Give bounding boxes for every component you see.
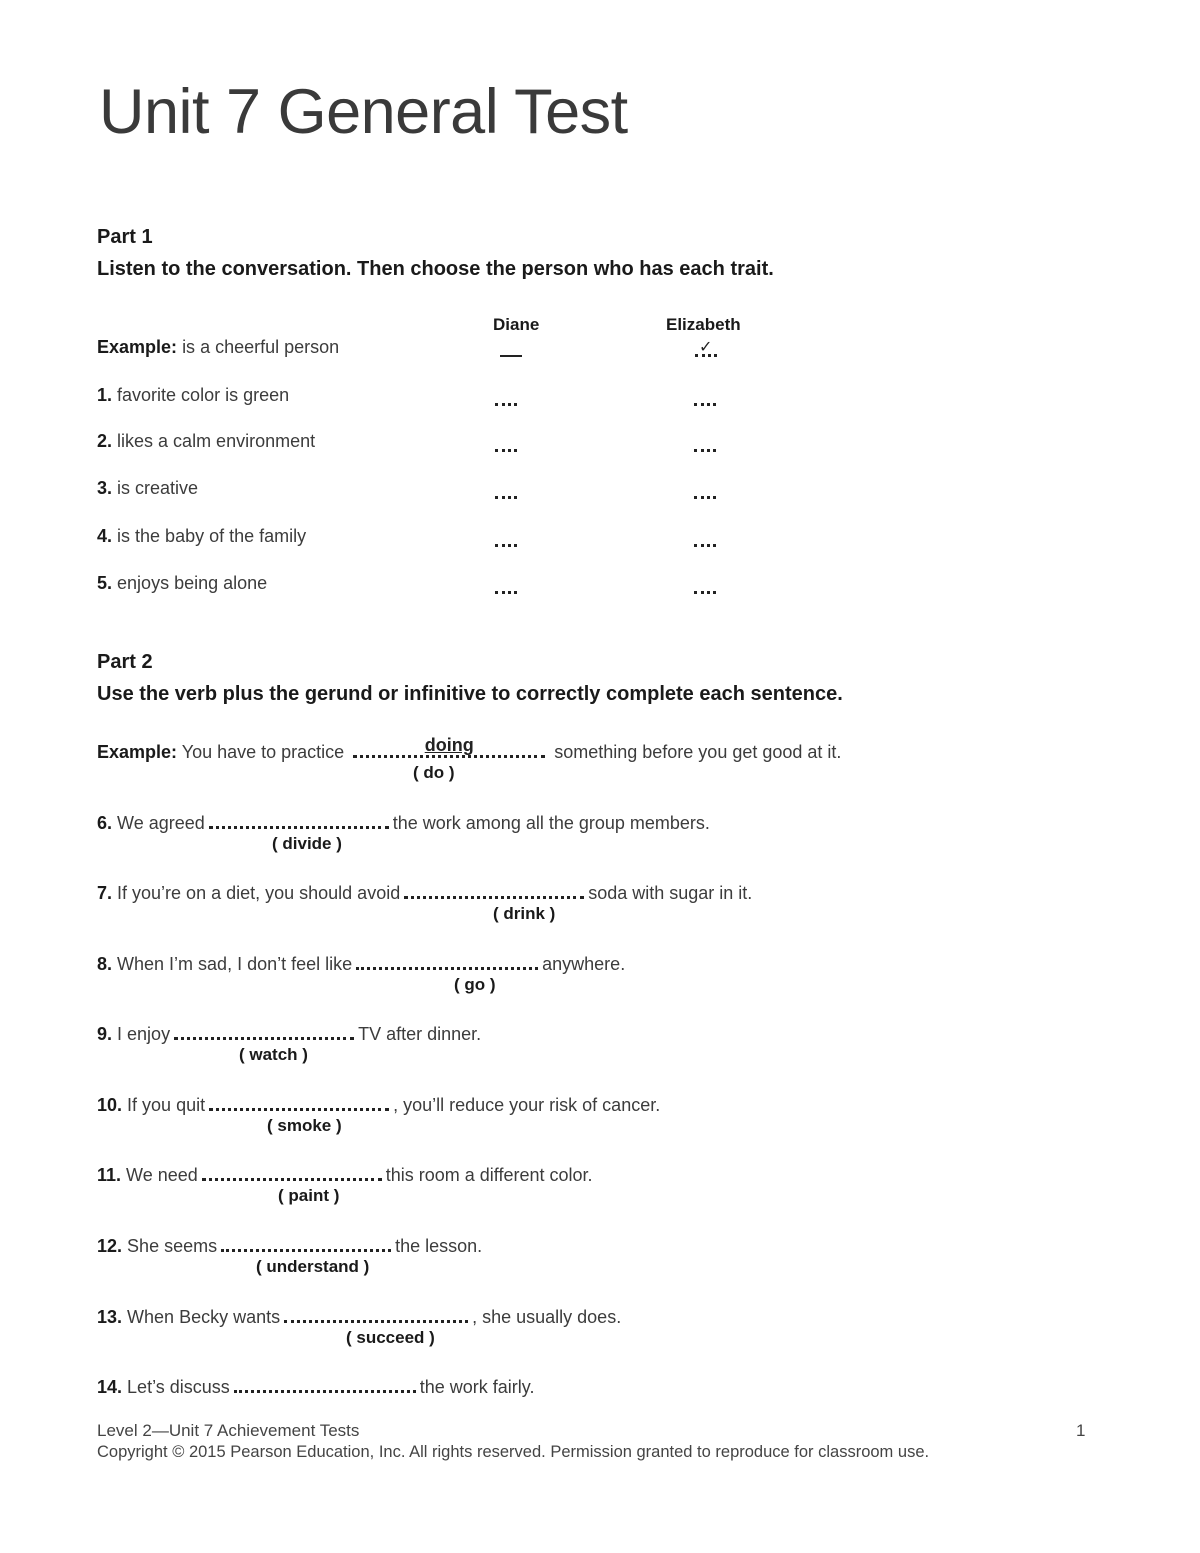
item-number: 14. — [97, 1377, 123, 1397]
answer-blank[interactable] — [221, 1233, 391, 1252]
item-after: soda with sugar in it. — [588, 883, 753, 903]
item-after: the lesson. — [395, 1236, 483, 1256]
part2-item — [97, 810, 710, 834]
answer-blank-elizabeth[interactable] — [694, 591, 716, 594]
example-label: Example: — [97, 742, 178, 762]
item-number: 6. — [97, 813, 113, 833]
verb-hint: ( watch ) — [239, 1045, 308, 1064]
example-elizabeth-blank — [695, 354, 717, 357]
item-before: We agreed — [117, 813, 205, 833]
answer-blank-diane[interactable] — [495, 496, 517, 499]
item-number: 13. — [97, 1307, 123, 1327]
part2-item — [97, 1092, 660, 1116]
answer-blank[interactable] — [234, 1374, 416, 1393]
verb-hint: ( understand ) — [256, 1257, 370, 1276]
answer-blank-diane[interactable] — [495, 591, 517, 594]
answer-blank-elizabeth[interactable] — [694, 496, 716, 499]
item-before: Let’s discuss — [127, 1377, 230, 1397]
item-after: the work among all the group members. — [392, 813, 710, 833]
verb-hint: ( paint ) — [278, 1186, 340, 1205]
item-before: I enjoy — [117, 1024, 171, 1044]
answer-blank[interactable] — [209, 810, 389, 829]
item-number: 9. — [97, 1024, 113, 1044]
item-number: 12. — [97, 1236, 123, 1256]
part2-item — [97, 1233, 482, 1257]
item-number: 7. — [97, 883, 113, 903]
answer-blank-elizabeth[interactable] — [694, 449, 716, 452]
answer-blank[interactable] — [284, 1304, 468, 1323]
example-check-icon: ✓ — [699, 339, 713, 356]
answer-blank[interactable] — [202, 1162, 382, 1181]
item-number: 10. — [97, 1095, 123, 1115]
part1-example — [97, 337, 339, 358]
answer-blank-diane[interactable] — [495, 403, 517, 406]
part1-item — [97, 478, 198, 499]
item-text: is creative — [117, 478, 199, 498]
answer-blank-diane[interactable] — [495, 449, 517, 452]
item-text: likes a calm environment — [117, 431, 316, 451]
part1-item — [97, 573, 267, 594]
part1-item — [97, 431, 315, 452]
page-title: Unit 7 General Test — [99, 77, 628, 147]
item-before: If you quit — [127, 1095, 206, 1115]
part1-instruction: Listen to the conversation. Then choose the person who has each trait. — [97, 258, 774, 280]
example-before: You have to practice — [181, 742, 345, 762]
item-number: 1. — [97, 385, 113, 405]
item-after: , you’ll reduce your risk of cancer. — [393, 1095, 661, 1115]
item-before: We need — [126, 1165, 198, 1185]
example-label: Example: — [97, 337, 178, 357]
item-after: this room a different color. — [385, 1165, 593, 1185]
column-elizabeth: Elizabeth — [666, 315, 741, 334]
item-number: 11. — [97, 1165, 122, 1185]
part1-item — [97, 526, 306, 547]
item-text: is the baby of the family — [117, 526, 307, 546]
item-number: 3. — [97, 478, 113, 498]
item-number: 2. — [97, 431, 113, 451]
example-text: is a cheerful person — [182, 337, 340, 357]
part2-example — [97, 735, 842, 763]
part1-item — [97, 385, 289, 406]
answer-blank-elizabeth[interactable] — [694, 403, 716, 406]
part2-item — [97, 880, 752, 904]
verb-hint: ( drink ) — [493, 904, 556, 923]
part2-item — [97, 1021, 481, 1045]
item-before: If you’re on a diet, you should avoid — [117, 883, 401, 903]
example-answer: doing — [424, 735, 474, 755]
item-text: favorite color is green — [117, 385, 290, 405]
verb-hint: ( divide ) — [272, 834, 342, 853]
verb-hint: ( go ) — [454, 975, 496, 994]
part1-heading: Part 1 — [97, 226, 153, 248]
example-after: something before you get good at it. — [554, 742, 842, 762]
example-diane-blank — [500, 355, 522, 357]
part2-heading: Part 2 — [97, 651, 153, 673]
column-diane: Diane — [493, 315, 540, 334]
part2-item — [97, 1162, 593, 1186]
example-hint: ( do ) — [413, 763, 455, 782]
item-number: 4. — [97, 526, 113, 546]
answer-blank[interactable] — [174, 1021, 354, 1040]
item-before: When I’m sad, I don’t feel like — [117, 954, 353, 974]
verb-hint: ( smoke ) — [267, 1116, 342, 1135]
item-after: anywhere. — [542, 954, 626, 974]
item-after: the work fairly. — [419, 1377, 535, 1397]
part2-item — [97, 951, 625, 975]
item-before: When Becky wants — [127, 1307, 281, 1327]
item-text: enjoys being alone — [117, 573, 268, 593]
answer-blank[interactable] — [404, 880, 584, 899]
part2-item — [97, 1304, 621, 1328]
page-number: 1 — [1076, 1421, 1086, 1440]
example-answer-blank — [353, 735, 545, 758]
item-after: , she usually does. — [472, 1307, 622, 1327]
part2-item — [97, 1374, 534, 1398]
item-number: 5. — [97, 573, 113, 593]
answer-blank-elizabeth[interactable] — [694, 544, 716, 547]
item-after: TV after dinner. — [358, 1024, 482, 1044]
part2-instruction: Use the verb plus the gerund or infinitive to correctly complete each sentence. — [97, 683, 843, 705]
item-before: She seems — [127, 1236, 218, 1256]
item-number: 8. — [97, 954, 113, 974]
answer-blank[interactable] — [356, 951, 538, 970]
answer-blank-diane[interactable] — [495, 544, 517, 547]
footer-level: Level 2—Unit 7 Achievement Tests — [97, 1421, 360, 1440]
verb-hint: ( succeed ) — [346, 1328, 435, 1347]
answer-blank[interactable] — [209, 1092, 389, 1111]
copyright: Copyright © 2015 Pearson Education, Inc. All rights reserved. Permission granted to reproduce for classroom use. — [97, 1443, 930, 1461]
